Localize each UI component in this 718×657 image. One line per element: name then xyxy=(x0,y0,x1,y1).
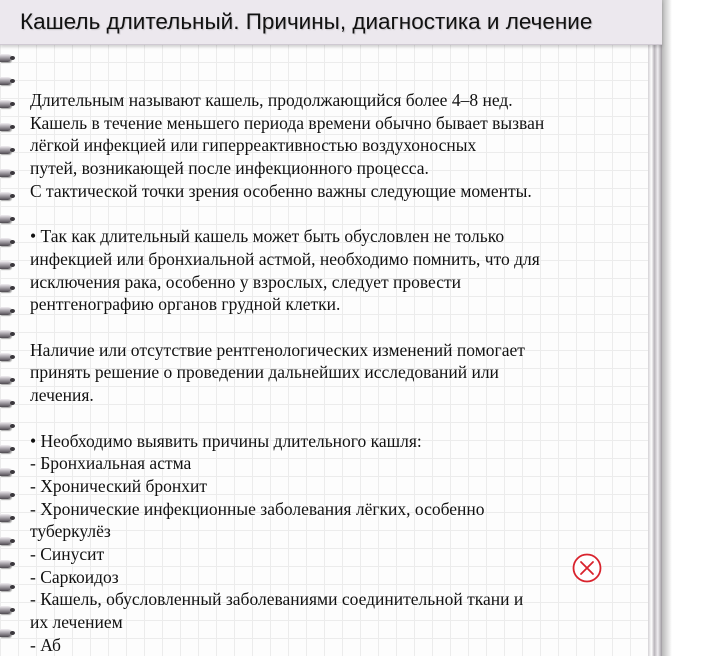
causes-heading: • Необходимо выявить причины длительного кашля: xyxy=(30,430,422,451)
page-scrollbar[interactable] xyxy=(648,44,662,656)
close-circle-icon xyxy=(572,553,602,583)
spiral-ring xyxy=(0,353,11,361)
page-header xyxy=(0,0,662,45)
spiral-ring xyxy=(0,77,11,85)
list-item: - Синусит xyxy=(30,544,105,565)
list-item: - Саркоидоз xyxy=(30,566,119,587)
spiral-ring xyxy=(0,376,11,384)
list-item: их лечением xyxy=(30,612,123,633)
text-line: лёгкой инфекцией или гиперреактивностью воздухоносных xyxy=(30,135,477,156)
spiral-ring xyxy=(0,422,11,430)
paragraph-gap xyxy=(30,203,630,226)
article-body xyxy=(30,89,630,657)
spiral-ring xyxy=(0,629,11,637)
paragraph-gap xyxy=(30,316,630,339)
close-button[interactable] xyxy=(572,553,602,583)
spiral-ring xyxy=(0,330,11,338)
spiral-ring xyxy=(0,445,11,453)
text-line: С тактической точки зрения особенно важны следующие моменты. xyxy=(30,180,532,201)
spiral-ring xyxy=(0,238,11,246)
spiral-ring xyxy=(0,514,11,522)
list-item: туберкулёз xyxy=(30,521,111,542)
spiral-ring xyxy=(0,560,11,568)
text-line: рентгенографию органов грудной клетки. xyxy=(30,294,341,315)
paragraph-gap xyxy=(30,407,630,430)
text-line: Наличие или отсутствие рентгенологических изменений помогает xyxy=(30,339,525,360)
text-line: инфекцией или бронхиальной астмой, необходимо помнить, что для xyxy=(30,248,540,269)
spiral-ring xyxy=(0,307,11,315)
list-item: - Кашель, обусловленный заболеваниями соединительной ткани и xyxy=(30,589,524,610)
spiral-ring xyxy=(0,100,11,108)
list-item: - Хронический бронхит xyxy=(30,475,207,496)
list-item: - Бронхиальная астма xyxy=(30,453,192,474)
spiral-ring xyxy=(0,54,11,62)
spiral-ring xyxy=(0,169,11,177)
spiral-ring xyxy=(0,192,11,200)
text-line: Длительным называют кашель, продолжающийся более 4–8 нед. xyxy=(30,90,513,110)
text-line: путей, возникающей после инфекционного процесса. xyxy=(30,158,429,179)
page-shadow xyxy=(662,0,672,656)
text-line: принять решение о проведении дальнейших исследований или xyxy=(30,362,499,383)
spiral-ring xyxy=(0,123,11,131)
spiral-ring xyxy=(0,399,11,407)
spiral-ring xyxy=(0,215,11,223)
spiral-ring xyxy=(0,146,11,154)
spiral-binding xyxy=(0,44,18,656)
text-line: Кашель в течение меньшего периода времени обычно бывает вызван xyxy=(30,112,545,133)
text-line: исключения рака, особенно у взрослых, следует провести xyxy=(30,271,462,292)
spiral-ring xyxy=(0,537,11,545)
spiral-ring xyxy=(0,261,11,269)
spiral-ring xyxy=(0,284,11,292)
list-item: - Аб xyxy=(30,634,61,655)
text-line: • Так как длительный кашель может быть обусловлен не только xyxy=(30,226,505,247)
spiral-ring xyxy=(0,468,11,476)
spiral-ring xyxy=(0,606,11,614)
text-line: лечения. xyxy=(30,385,94,406)
list-item: - Хронические инфекционные заболевания лёгких, особенно xyxy=(30,498,485,519)
spiral-ring xyxy=(0,491,11,499)
spiral-ring xyxy=(0,583,11,591)
page-title: Кашель длительный. Причины, диагностика и лечение xyxy=(20,9,593,34)
